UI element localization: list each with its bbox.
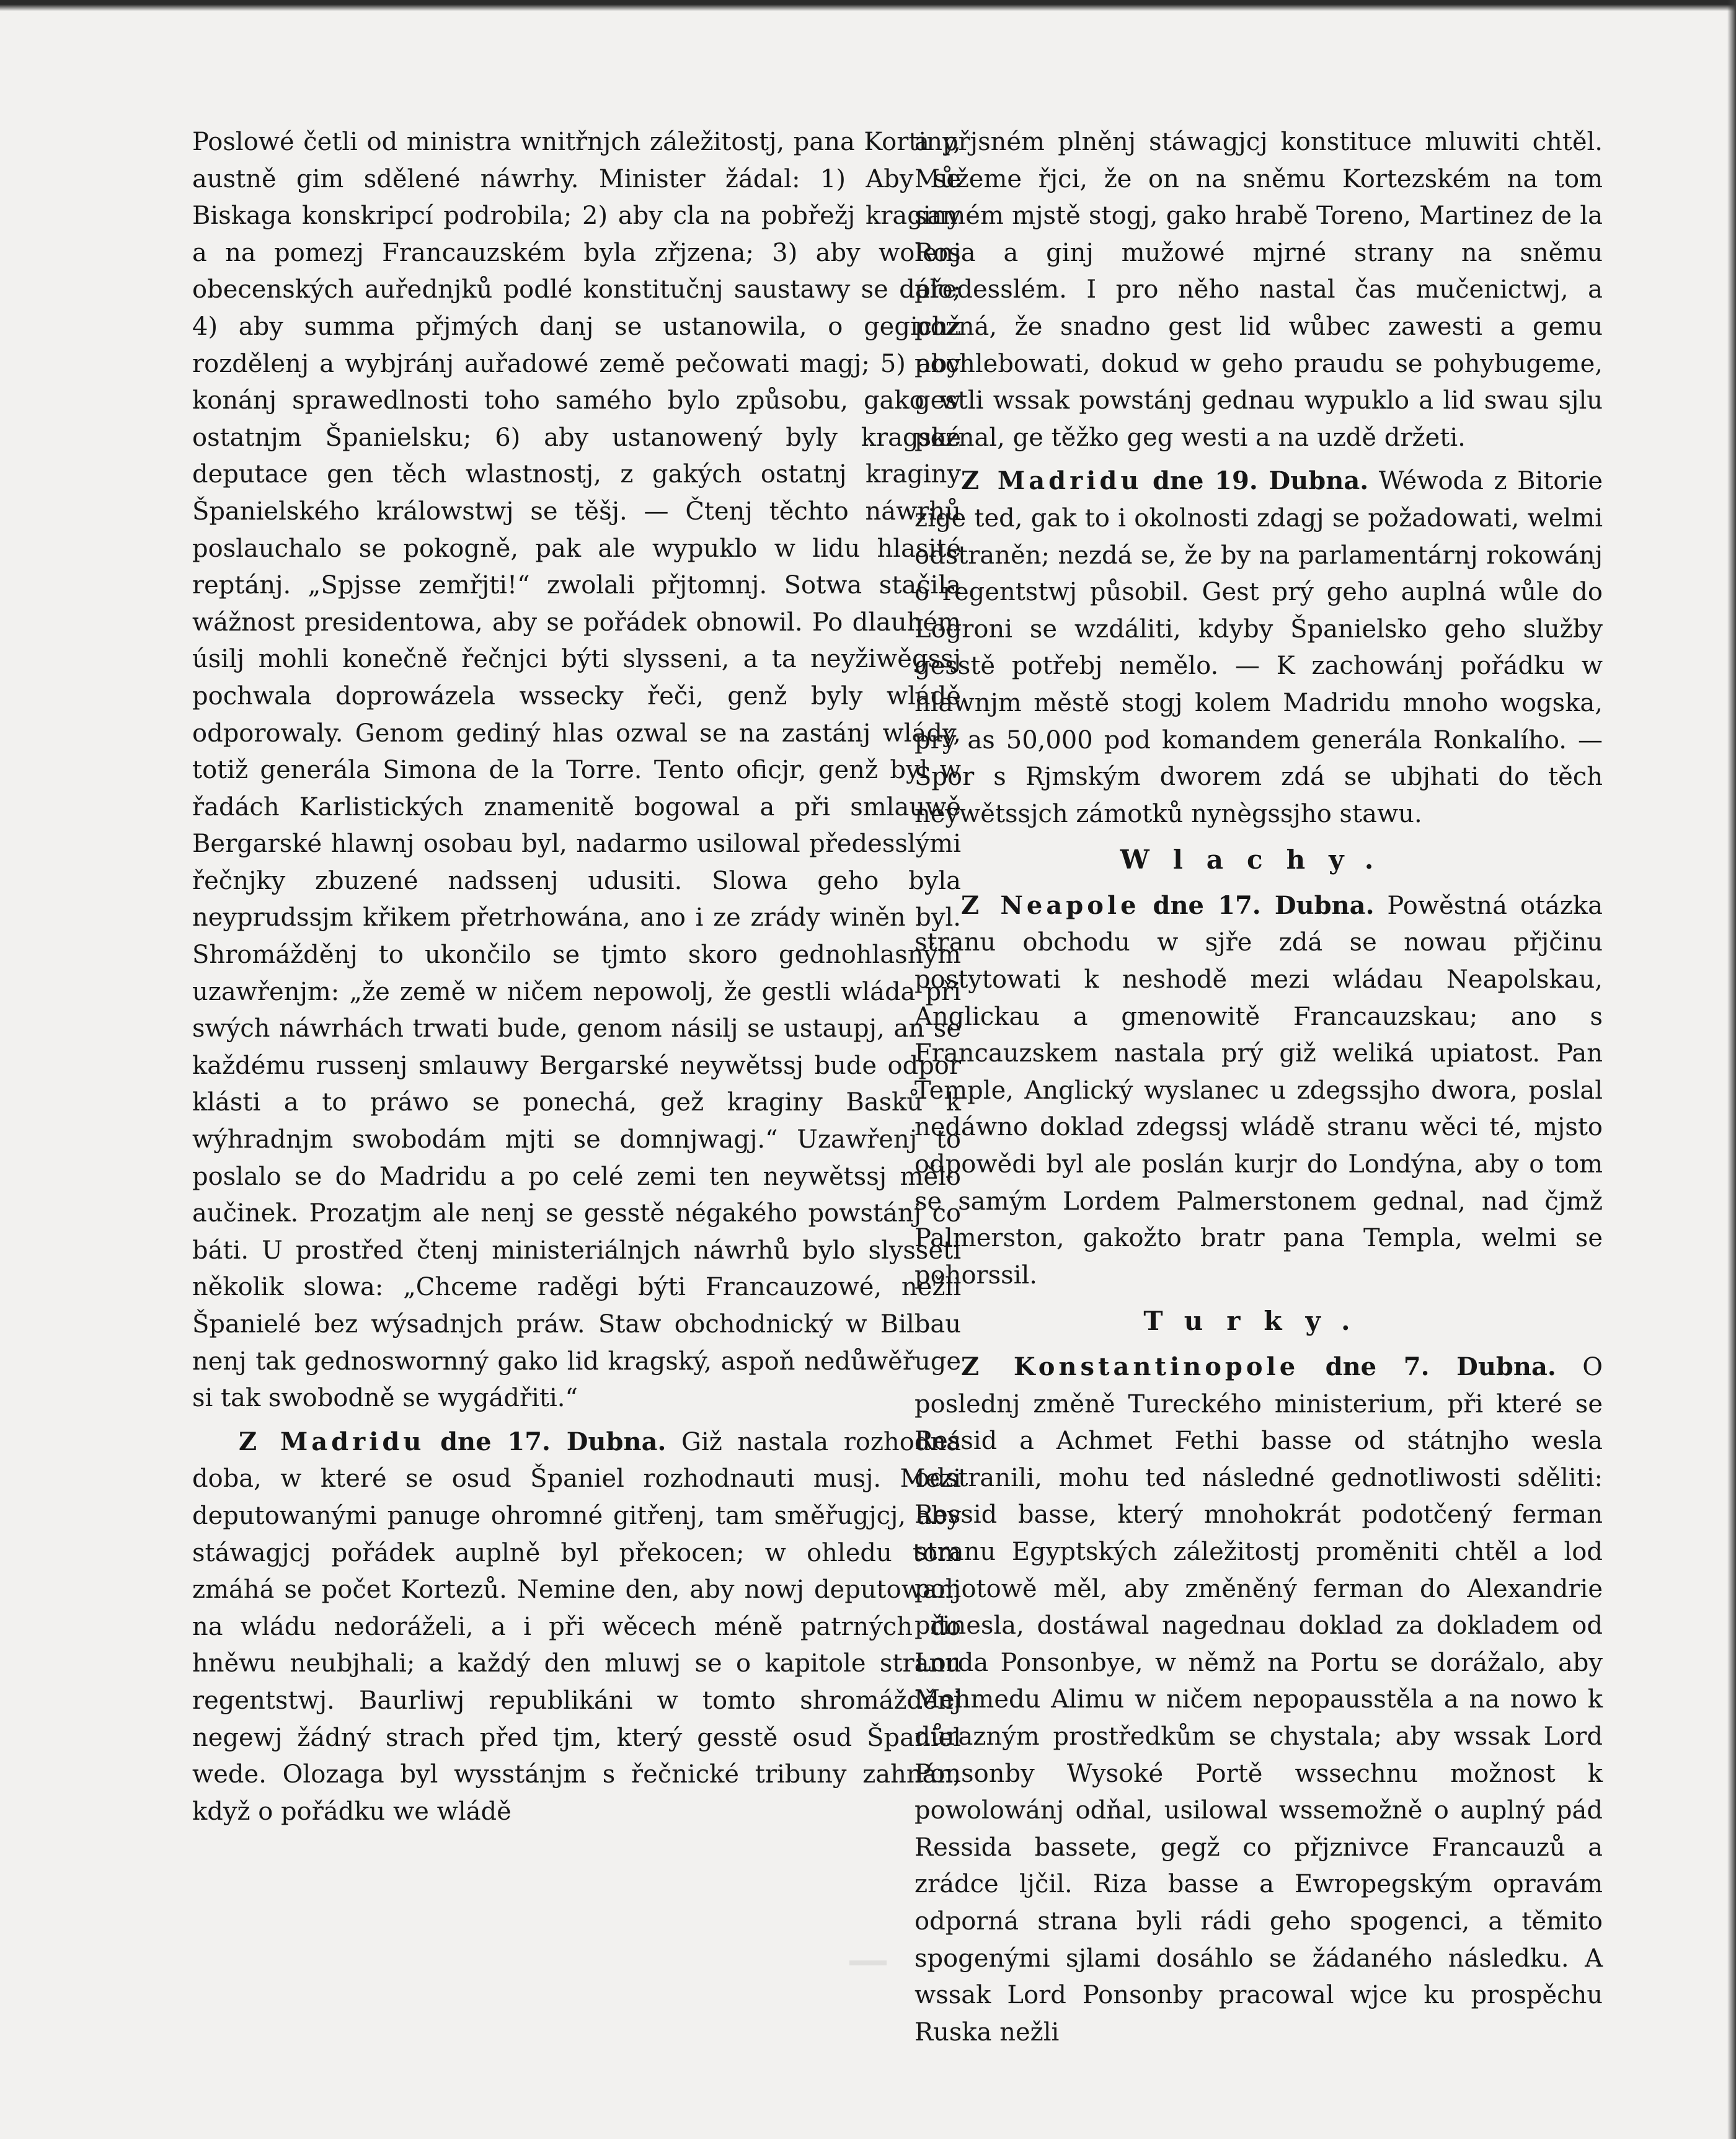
scan-edge-right <box>1727 0 1736 2139</box>
article-konstantinopol-7 <box>914 1348 1603 2051</box>
section-heading-italy: Wlachy. <box>1120 844 1397 875</box>
left-column <box>192 124 961 1830</box>
dateline-place: Z Madridu <box>961 466 1143 496</box>
dateline-date: dne 7. Dubna. <box>1325 1352 1556 1381</box>
article-text: O poslednj změně Tureckého ministerium, při které se Ressid a Achmet Fethi basse od státnjho wesla odstranili, mohu ted následné gednotliwosti sděliti: Ressid basse, který mnohokrát podotčený ferman stranu Egyptských záležitostj proměniti chtěl a lod pohotowě měl, aby změněný ferman do Alexandrie přinesla, dostáwal nagednau doklad za dokladem od Lorda Ponsonbye, w němž na Portu se dorážalo, aby Mehmedu Alimu w ničem nepopausstěla a na nowo k důrazným prostředkům se chystala; aby wssak Lord Ponsonby Wysoké Portě wssechnu možnost k powolowánj odňal, usilowal wssemožně o auplný pád Ressida bassete, gegž co přjznivce Francauzů a zrádce ljčil. Riza basse a Ewropegským opravám odporná strana byli rádi geho spogenci, a těmito spogenými sjlami dosáhlo se žádaného následku. A wssak Lord Ponsonby pracowal wjce ku prospěchu Ruska nežli <box>914 1353 1603 2047</box>
right-column <box>914 124 1603 2051</box>
article-madrid-19 <box>914 463 1603 833</box>
dateline-place: Z Neapole <box>961 890 1140 920</box>
dateline-place: Z Madridu <box>239 1427 425 1456</box>
bleed-through-mark <box>849 1960 887 1965</box>
article-neapol-17 <box>914 887 1603 1295</box>
article-paragraph-kortina: Poslowé četli od ministra wnitřnjch záležitostj, pana Kortiny, austně gim sdělené náwrhy. Minister žádal: 1) Aby se Biskaga konskripcí podrobila; 2) aby cla na pobřežj kraginy a na pomezj Francauzském byla zřjzena; 3) aby wolenj obecenských auřednjků podlé konstitučnj saustawy se dálo; 4) aby summa přjmých danj se ustanowila, o gegichž rozdělenj a wybjránj auřadowé země pečowati magj; 5) aby konánj sprawedlnosti toho samého bylo způsobu, gako w ostatnjm Španielsku; 6) aby ustanowený byly kragské deputace gen těch wlastnostj, z gakých ostatnj kraginy Španielského králowstwj se těšj. — Čtenj těchto náwrhů poslauchalo se pokogně, pak ale wypuklo w lidu hlasité reptánj. „Spjsse zemřjti!“ zwolali přjtomnj. Sotwa stačila wážnost presidentowa, aby se pořádek obnowil. Po dlauhém úsilj mohli konečně řečnjci býti slysseni, a ta neyžiwěgssj pochwala doprowázela wssecky řeči, genž byly wládě odporowaly. Genom gediný hlas ozwal se na zastánj wlády, totiž generála Simona de la Torre. Tento oficjr, genž byl w řadách Karlistických znamenitě bogowal a při smlauwě Bergarské hlawnj osobau byl, nadarmo usilowal předesslými řečnjky zbuzené nadssenj udusiti. Slowa geho byla neyprudssjm křikem přetrhowána, ano i ze zrády winěn byl. Shromážděnj to ukončilo se tjmto skoro gednohlasným uzawřenjm: „že země w ničem nepowolj, že gestli wláda při swých náwrhách trwati bude, genom násilj se ustaupj, an se každému russenj smlauwy Bergarské neywětssj bude odpor klásti a to práwo se ponechá, gež kraginy Basků k wýhradnjm swobodám mjti se domnjwagj.“ Uzawřenj to poslalo se do Madridu a po celé zemi ten neywětssj mělo aučinek. Prozatjm ale nenj se gesstě négakého powstánj co báti. U prostřed čtenj ministeriálnjch náwrhů bylo slysseti několik slowa: „Chceme raděgi býti Francauzowé, nežli Španielé bez wýsadnjch práw. Staw obchodnický w Bilbau nenj tak gednoswornný gako lid kragský, aspoň nedůwěřuge si tak swobodně se wygádřiti.“ <box>192 128 961 1413</box>
dateline-place: Z Konstantinopole <box>961 1352 1300 1381</box>
dateline-date: dne 17. Dubna. <box>440 1427 666 1456</box>
article-madrid-17 <box>192 1424 961 1831</box>
article-paragraph-continuation: a přjsném plněnj stáwagjcj konstituce mluwiti chtěl. Můžeme řjci, že on na sněmu Kortezském na tom samém mjstě stogj, gako hrabě Toreno, Martinez de la Rosa a ginj mužowé mjrné strany na sněmu předesslém. I pro něho nastal čas mučenictwj, a pozná, že snadno gest lid wůbec zawesti a gemu pochlebowati, dokud w geho praudu se pohybugeme, gestli wssak powstánj gednau wypuklo a lid swau sjlu poznal, ge těžko geg westi a na uzdě držeti. <box>914 128 1603 452</box>
article-text: Giž nastala rozhodná doba, w které se osud Španiel rozhodnauti musj. Mezi deputowanými panuge ohromné gitřenj, tam směřugjcj, aby stáwagjcj pořádek auplně byl překocen; w ohledu tom zmáhá se počet Kortezů. Nemine den, aby nowj deputowanj na wládu nedoráželi, a i při wěcech méně patrných do hněwu neubjhali; a každý den mluwj se o kapitole stranu regentstwj. Baurliwj republikáni w tomto shromážděnj negewj žádný strach před tjm, který gesstě osud Španiel wede. Olozaga byl wysstánjm s řečnické tribuny zahnán, když o pořádku we wládě <box>192 1427 962 1826</box>
scan-edge-top <box>0 0 1736 11</box>
dateline-date: dne 17. Dubna. <box>1153 890 1375 920</box>
section-heading-turkey: Turky. <box>1143 1306 1374 1337</box>
article-text: Powěstná otázka stranu obchodu w sjře zdá se nowau přjčinu postytowati k neshodě mezi wládau Neapolskau, Anglickau a gmenowitě Francauzskau; ano s Francauzskem nastala prý giž weliká upiatost. Pan Temple, Anglický wyslanec u zdegssjho dwora, poslal nedáwno doklad zdegssj wládě stranu wěci té, mjsto odpowědi byl ale poslán kurjr do Londýna, aby o tom se samým Lordem Palmerstonem gednal, nad čjmž Palmerston, gakožto bratr pana Templa, welmi se pohorssil. <box>914 891 1603 1290</box>
article-text: Wéwoda z Bitorie zige ted, gak to i okolnosti zdagj se požadowati, welmi odstraněn; nezdá se, že by na parlamentárnj rokowánj o regentstwj působil. Gest prý geho auplná wůle do Logroni se wzdáliti, kdyby Španielsko geho služby gesstě potřebj nemělo. — K zachowánj pořádku w hlawnjm městě stogj kolem Madridu mnoho wogska, prý as 50,000 pod komandem generála Ronkalího. — Spor s Rjmským dworem zdá se ubjhati do těch neywětssjch zámotků nynègssjho stawu. <box>914 467 1603 828</box>
dateline-date: dne 19. Dubna. <box>1152 466 1369 496</box>
